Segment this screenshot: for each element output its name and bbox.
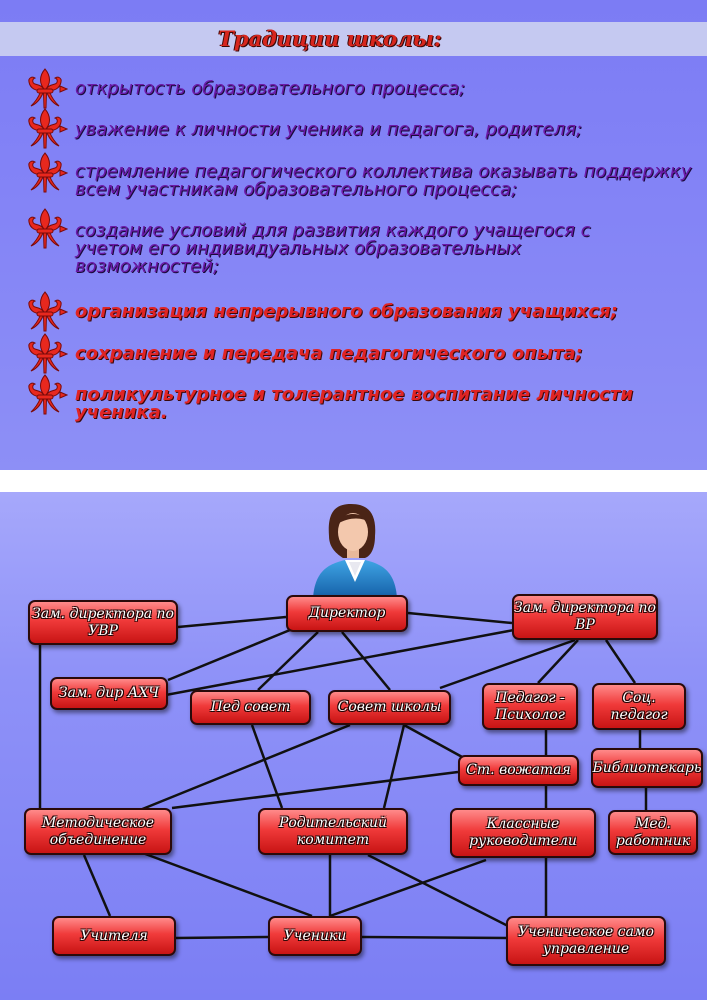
node-class-teachers: Классные руководители [450,808,596,858]
link-line [606,640,635,683]
list-item-text: открытость образовательного процесса; [75,78,466,99]
link-line [84,855,110,916]
link-line [140,725,350,810]
node-social-pedagog: Соц. педагог [592,683,686,730]
link-line [172,772,458,808]
node-director: Директор [286,595,408,632]
link-line [408,613,512,623]
node-ped-council: Пед совет [190,690,311,725]
link-line [404,725,464,758]
list-item-text: стремление педагогического коллектива оказывать поддержку всем участникам образовательного процесса; [75,161,692,200]
page-title: Традиции школы: [218,26,442,51]
node-teachers: Учителя [52,916,176,956]
node-medic: Мед. работник [608,810,698,855]
list-item-text: поликультурное и толерантное воспитание личности ученика. [75,384,633,423]
list-item-text: сохранение и передача педагогического опыта; [75,343,583,364]
node-deputy-vr: Зам. директора по ВР [512,594,658,640]
link-line [362,937,512,938]
director-avatar-icon [305,500,405,598]
node-deputy-uvr: Зам. директора по УВР [28,600,178,645]
node-students: Ученики [268,916,362,956]
link-line [178,617,286,627]
node-self-government: Ученическое само управление [506,916,666,966]
node-librarian: Библиотекарь [591,748,703,788]
node-senior-counselor: Ст. вожатая [458,755,579,786]
node-school-council: Совет школы [328,690,451,725]
link-line [176,937,268,938]
node-parent-committee: Родительский комитет [258,808,408,855]
node-deputy-ahch: Зам. дир АХЧ [50,677,168,710]
link-line [168,630,290,680]
list-item-text: организация непрерывного образования учащихся; [75,301,618,322]
link-line [330,860,486,916]
node-psychologist: Педагог - Психолог [482,683,578,730]
link-line [140,852,312,916]
link-line [368,855,512,928]
link-line [384,725,404,808]
node-methodical: Методическое объединение [24,808,172,855]
list-item-text: создание условий для развития каждого учащегося с учетом его индивидуальных образовательных возможностей; [75,220,591,277]
list-item-text: уважение к личности ученика и педагога, родителя; [75,119,582,140]
